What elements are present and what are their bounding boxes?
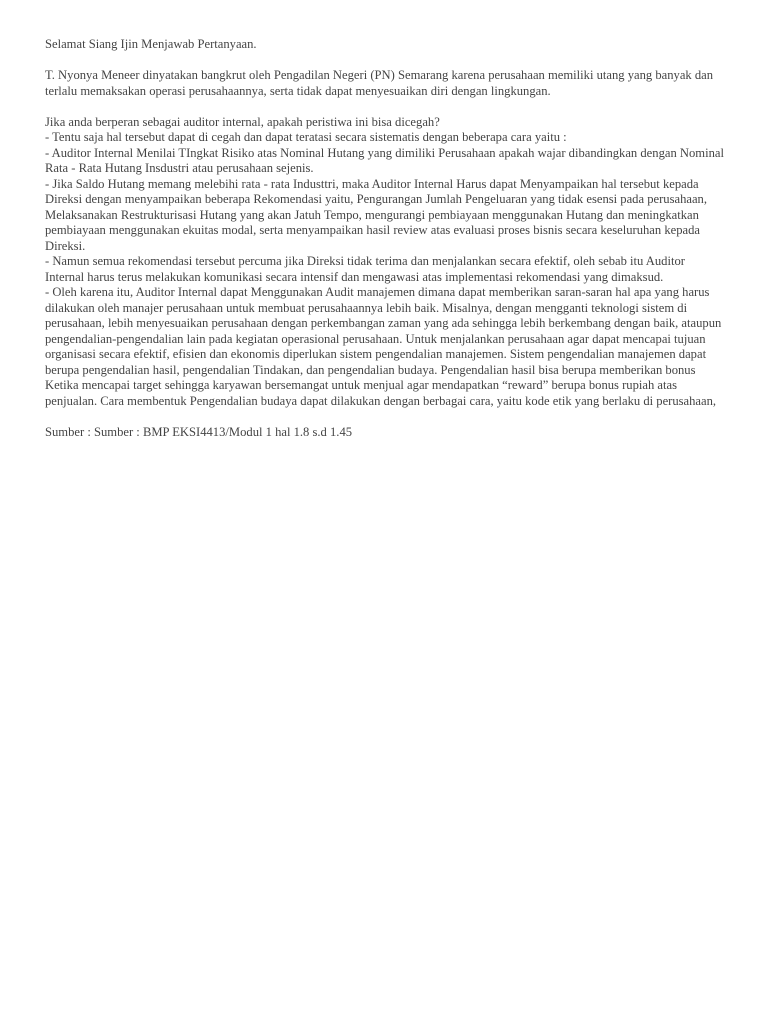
spacer [45, 99, 725, 115]
spacer [45, 53, 725, 69]
answer-point: - Tentu saja hal tersebut dapat di cegah dan dapat teratasi secara sistematis dengan beberapa cara yaitu : [45, 130, 567, 144]
spacer [45, 409, 725, 425]
answer-point: - Namun semua rekomendasi tersebut percuma jika Direksi tidak terima dan menjalankan secara efektif, oleh sebab itu Auditor Internal harus terus melakukan komunikasi secara intensif dan mengawasi atas implementasi rekomendasi yang dimaksud. [45, 254, 689, 284]
intro-paragraph: T. Nyonya Meneer dinyatakan bangkrut oleh Pengadilan Negeri (PN) Semarang karena perusahaan memiliki utang yang banyak dan terlalu memaksakan operasi perusahaannya, serta tidak dapat menyesuaikan diri dengan lingkungan. [45, 68, 717, 98]
greeting-line: Selamat Siang Ijin Menjawab Pertanyaan. [45, 37, 257, 51]
answer-point: - Oleh karena itu, Auditor Internal dapat Menggunakan Audit manajemen dimana dapat memberikan saran-saran hal apa yang harus dilakukan oleh manajer perusahaan untuk membuat perusahaannya lebih baik. Misalnya, dengan mengganti teknologi sistem di perusahaan, lebih menyesuaikan perusahaan dengan perkembangan zaman yang ada sehingga lebih berkembang dengan baik, ataupun pengendalian-pengendalian lain pada kegiatan operasional perusahaan. Untuk menjalankan perusahaan agar dapat mencapai tujuan organisasi secara efektif, efisien dan ekonomis diperlukan sistem pengendalian manajemen. Sistem pengendalian manajemen dapat berupa pengendalian hasil, pengendalian Tindakan, dan pengendalian budaya. Pengendalian hasil bisa berupa memberikan bonus Ketika mencapai target sehingga karyawan bersemangat untuk menjual agar mendapatkan “reward” berupa bonus rupiah atas penjualan. Cara membentuk Pengendalian budaya dapat dilakukan dengan berbagai cara, yaitu kode etik yang berlaku di perusahaan, [45, 285, 725, 408]
answer-point: - Auditor Internal Menilai TIngkat Risiko atas Nominal Hutang yang dimiliki Perusahaan apakah wajar dibandingkan dengan Nominal Rata - Rata Hutang Insdustri atau perusahaan sejenis. [45, 145, 728, 175]
source-citation: Sumber : Sumber : BMP EKSI4413/Modul 1 hal 1.8 s.d 1.45 [45, 424, 353, 439]
question-line: Jika anda berperan sebagai auditor internal, apakah peristiwa ini bisa dicegah? [45, 114, 440, 129]
document-body [45, 37, 728, 440]
answer-point: - Jika Saldo Hutang memang melebihi rata - rata Industtri, maka Auditor Internal Harus dapat Menyampaikan hal tersebut kepada Direksi dengan menyampaikan beberapa Rekomendasi yaitu, Pengurangan Jumlah Pengeluaran yang tidak esensi pada perusahaan, Melaksanakan Restrukturisasi Hutang yang akan Jatuh Tempo, mengurangi pembiayaan menggunakan Hutang dan meningkatkan pembiayaan menggunakan ekuitas modal, serta menyampaikan hasil review atas evaluasi proses bisnis secara keseluruhan kepada Direksi. [45, 176, 711, 253]
